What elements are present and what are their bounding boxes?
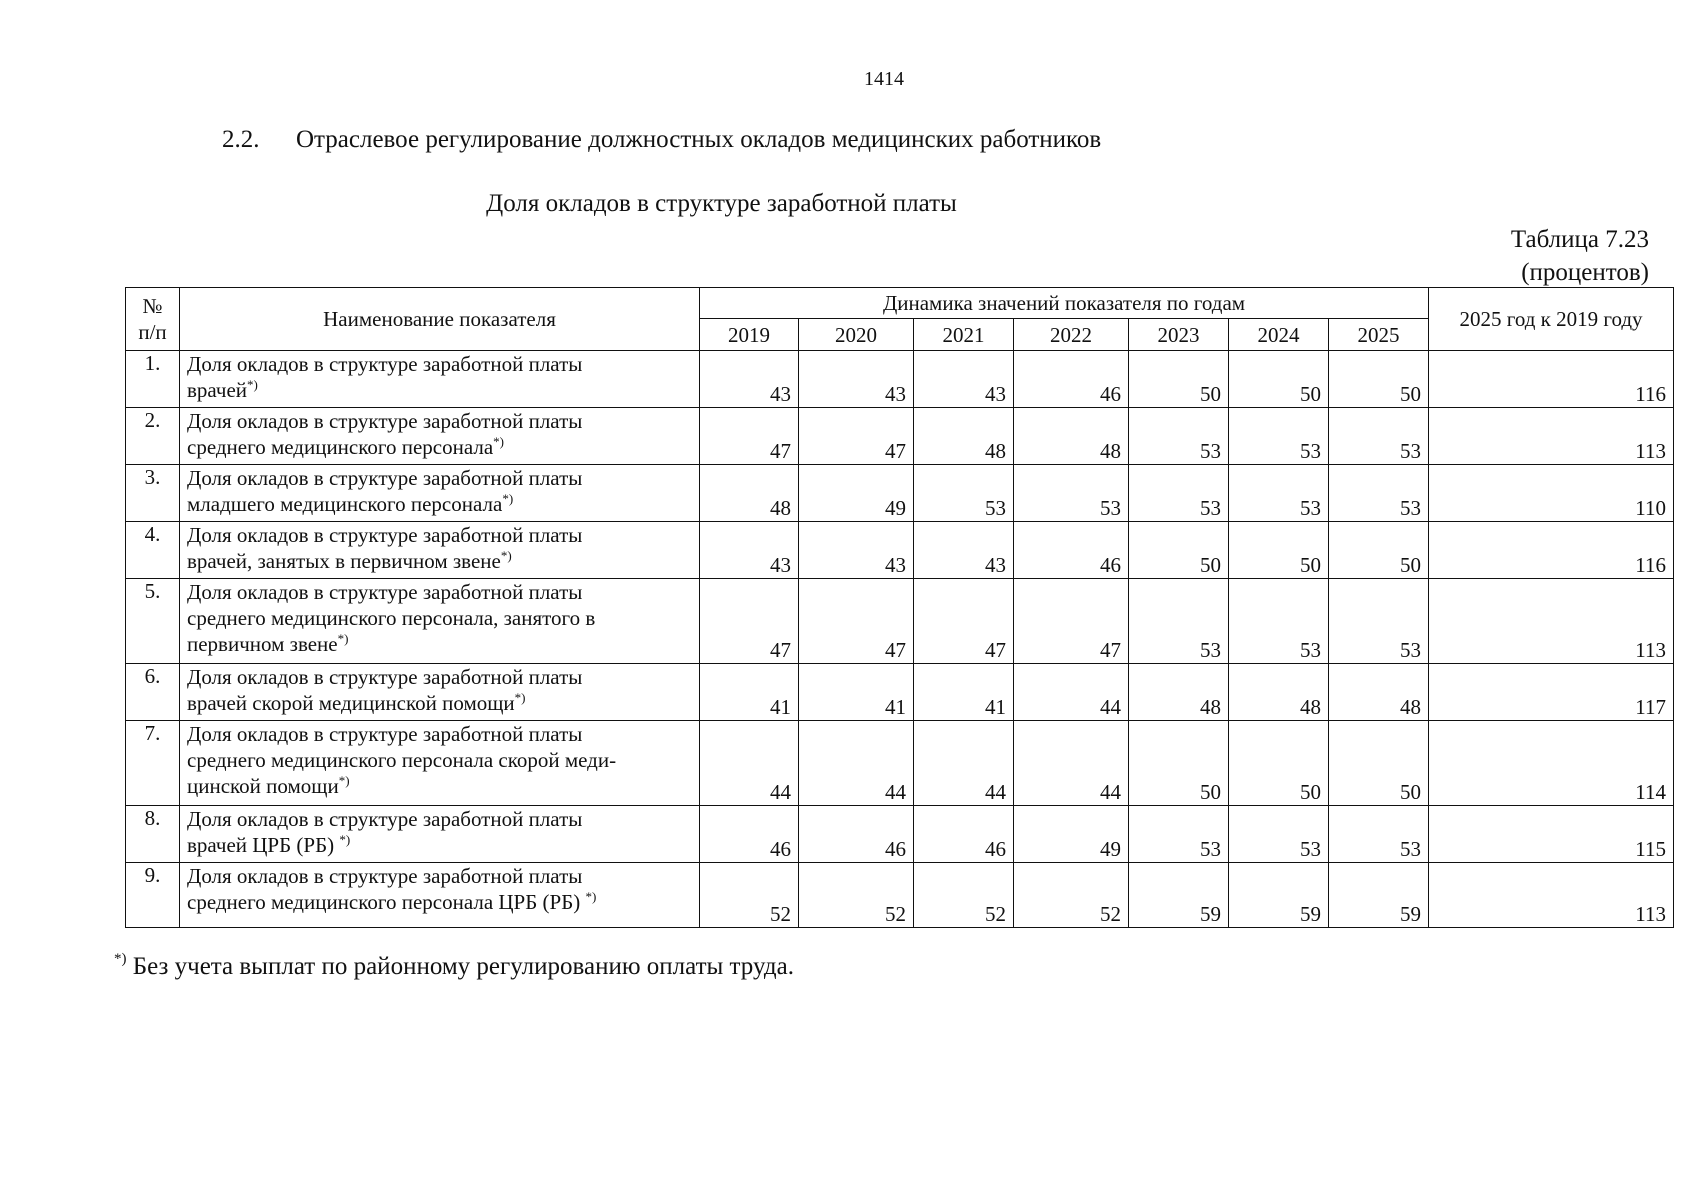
year-value: 48	[1329, 664, 1429, 721]
year-value: 50	[1329, 351, 1429, 408]
row-indicator-name	[180, 351, 700, 408]
header-year: 2022	[1014, 319, 1129, 351]
row-number: 9.	[126, 863, 180, 928]
year-value: 53	[1129, 579, 1229, 664]
year-value: 48	[1229, 664, 1329, 721]
row-indicator-name	[180, 664, 700, 721]
year-value: 46	[1014, 351, 1129, 408]
indicator-name-text: Доля окладов в структуре заработной платы	[187, 807, 583, 831]
indicator-name-line	[187, 832, 692, 858]
year-value: 46	[914, 806, 1014, 863]
indicator-name-text: врачей, занятых в первичном звене	[187, 549, 501, 573]
table-row	[126, 465, 1674, 522]
row-number: 5.	[126, 579, 180, 664]
indicator-name-text: Доля окладов в структуре заработной платы	[187, 466, 583, 490]
year-value: 53	[1229, 806, 1329, 863]
year-value: 49	[799, 465, 914, 522]
header-dynamics: Динамика значений показателя по годам	[700, 288, 1429, 319]
year-value: 44	[1014, 721, 1129, 806]
year-value: 50	[1129, 522, 1229, 579]
section-heading	[222, 126, 1101, 154]
year-value: 53	[1129, 806, 1229, 863]
year-value: 46	[1014, 522, 1129, 579]
table-row	[126, 522, 1674, 579]
indicator-name-text: среднего медицинского персонала ЦРБ (РБ)	[187, 890, 586, 914]
indicator-name-line	[187, 351, 692, 377]
year-value: 50	[1129, 721, 1229, 806]
section-number: 2.2.	[222, 126, 260, 153]
indicator-name-line	[187, 664, 692, 690]
footnote-text: Без учета выплат по районному регулированию оплаты труда.	[132, 953, 794, 980]
year-value: 50	[1329, 721, 1429, 806]
indicator-name-text: Доля окладов в структуре заработной платы	[187, 722, 583, 746]
footnote-reference: *)	[514, 690, 526, 705]
year-value: 53	[1329, 579, 1429, 664]
year-value: 47	[1014, 579, 1129, 664]
year-value: 50	[1229, 351, 1329, 408]
indicator-name-text: Доля окладов в структуре заработной платы	[187, 864, 583, 888]
year-value: 46	[700, 806, 799, 863]
header-year: 2024	[1229, 319, 1329, 351]
footnote-reference: *)	[339, 832, 351, 847]
table-units: (процентов)	[1521, 259, 1649, 286]
indicator-name-line	[187, 721, 692, 747]
header-year: 2025	[1329, 319, 1429, 351]
ratio-value: 116	[1429, 351, 1674, 408]
table-row	[126, 806, 1674, 863]
indicator-name-line	[187, 690, 692, 716]
table-caption	[1511, 223, 1649, 289]
year-value: 44	[1014, 664, 1129, 721]
indicator-name-text: врачей	[187, 378, 248, 402]
indicator-name-text: Доля окладов в структуре заработной платы	[187, 665, 583, 689]
year-value: 53	[1329, 465, 1429, 522]
year-value: 44	[914, 721, 1014, 806]
header-ratio: 2025 год к 2019 году	[1429, 288, 1674, 351]
footnote-reference: *)	[500, 548, 512, 563]
header-year: 2019	[700, 319, 799, 351]
indicator-name-text: Доля окладов в структуре заработной платы	[187, 580, 583, 604]
footnote-reference: *)	[338, 773, 350, 788]
footnote-reference: *)	[493, 434, 504, 449]
indicator-name-line	[187, 434, 692, 460]
year-value: 44	[700, 721, 799, 806]
year-value: 43	[700, 351, 799, 408]
header-year: 2021	[914, 319, 1014, 351]
row-indicator-name	[180, 806, 700, 863]
indicator-name-line	[187, 605, 692, 631]
footnote-reference: *)	[247, 377, 258, 392]
indicator-name-line	[187, 408, 692, 434]
footnote-reference: *)	[502, 491, 514, 506]
indicator-name-text: среднего медицинского персонала	[187, 435, 494, 459]
row-number: 8.	[126, 806, 180, 863]
year-value: 47	[799, 579, 914, 664]
indicator-name-text: младшего медицинского персонала	[187, 492, 503, 516]
indicator-name-line	[187, 491, 692, 517]
table-row	[126, 721, 1674, 806]
table-row	[126, 408, 1674, 465]
year-value: 53	[1229, 408, 1329, 465]
row-indicator-name	[180, 465, 700, 522]
year-value: 50	[1129, 351, 1229, 408]
footnote-reference: *)	[337, 631, 349, 646]
row-number: 3.	[126, 465, 180, 522]
indicator-name-text: цинской помощи	[187, 774, 339, 798]
year-value: 53	[1129, 465, 1229, 522]
year-value: 53	[1329, 806, 1429, 863]
year-value: 47	[799, 408, 914, 465]
year-value: 50	[1229, 721, 1329, 806]
ratio-value: 115	[1429, 806, 1674, 863]
ratio-value: 110	[1429, 465, 1674, 522]
indicator-name-text: среднего медицинского персонала, занятого в	[187, 606, 596, 630]
year-value: 49	[1014, 806, 1129, 863]
year-value: 41	[700, 664, 799, 721]
ratio-value: 114	[1429, 721, 1674, 806]
header-num-line1: №	[142, 294, 163, 318]
row-indicator-name	[180, 721, 700, 806]
footnote	[114, 953, 794, 981]
indicator-name-line	[187, 548, 692, 574]
indicator-name-text: врачей ЦРБ (РБ)	[187, 833, 340, 857]
footnote-mark: *)	[114, 951, 127, 967]
year-value: 43	[914, 522, 1014, 579]
year-value: 41	[914, 664, 1014, 721]
section-title: Отраслевое регулирование должностных окладов медицинских работников	[296, 126, 1102, 153]
year-value: 47	[914, 579, 1014, 664]
footnote-reference: *)	[585, 889, 597, 904]
row-number: 6.	[126, 664, 180, 721]
year-value: 47	[700, 579, 799, 664]
indicator-name-line	[187, 889, 692, 915]
ratio-value: 113	[1429, 408, 1674, 465]
year-value: 41	[799, 664, 914, 721]
year-value: 43	[700, 522, 799, 579]
year-value: 50	[1229, 522, 1329, 579]
year-value: 53	[914, 465, 1014, 522]
table-row	[126, 579, 1674, 664]
indicator-name-line	[187, 579, 692, 605]
year-value: 50	[1329, 522, 1429, 579]
header-name: Наименование показателя	[180, 288, 700, 351]
row-indicator-name	[180, 579, 700, 664]
year-value: 53	[1229, 465, 1329, 522]
year-value: 53	[1329, 408, 1429, 465]
page-number: 1414	[864, 68, 904, 90]
year-value: 52	[1014, 863, 1129, 928]
year-value: 46	[799, 806, 914, 863]
year-value: 48	[700, 465, 799, 522]
indicator-name-text: Доля окладов в структуре заработной платы	[187, 409, 583, 433]
table-row	[126, 664, 1674, 721]
year-value: 52	[700, 863, 799, 928]
row-indicator-name	[180, 408, 700, 465]
year-value: 52	[914, 863, 1014, 928]
table-row	[126, 351, 1674, 408]
data-table	[125, 287, 1674, 928]
indicator-name-line	[187, 747, 692, 773]
row-indicator-name	[180, 522, 700, 579]
year-value: 53	[1229, 579, 1329, 664]
year-value: 59	[1229, 863, 1329, 928]
table-subtitle: Доля окладов в структуре заработной платы	[486, 190, 957, 217]
indicator-name-text: Доля окладов в структуре заработной платы	[187, 352, 583, 376]
header-num-line2: п/п	[138, 320, 167, 344]
ratio-value: 116	[1429, 522, 1674, 579]
indicator-name-line	[187, 631, 692, 657]
year-value: 43	[799, 522, 914, 579]
year-value: 53	[1014, 465, 1129, 522]
year-value: 52	[799, 863, 914, 928]
year-value: 48	[1129, 664, 1229, 721]
row-number: 4.	[126, 522, 180, 579]
year-value: 48	[914, 408, 1014, 465]
row-indicator-name	[180, 863, 700, 928]
indicator-name-line	[187, 522, 692, 548]
year-value: 44	[799, 721, 914, 806]
year-value: 48	[1014, 408, 1129, 465]
indicator-name-text: первичном звене	[187, 632, 338, 656]
year-value: 53	[1129, 408, 1229, 465]
indicator-name-text: врачей скорой медицинской помощи	[187, 691, 515, 715]
indicator-name-line	[187, 806, 692, 832]
year-value: 43	[914, 351, 1014, 408]
ratio-value: 117	[1429, 664, 1674, 721]
row-number: 2.	[126, 408, 180, 465]
header-year: 2023	[1129, 319, 1229, 351]
row-number: 1.	[126, 351, 180, 408]
table-label: Таблица 7.23	[1510, 226, 1649, 253]
header-num	[126, 288, 180, 351]
ratio-value: 113	[1429, 863, 1674, 928]
row-number: 7.	[126, 721, 180, 806]
header-year: 2020	[799, 319, 914, 351]
indicator-name-line	[187, 465, 692, 491]
table-row	[126, 863, 1674, 928]
indicator-name-text: Доля окладов в структуре заработной платы	[187, 523, 583, 547]
indicator-name-line	[187, 377, 692, 403]
year-value: 59	[1329, 863, 1429, 928]
year-value: 43	[799, 351, 914, 408]
indicator-name-line	[187, 773, 692, 799]
year-value: 47	[700, 408, 799, 465]
indicator-name-line	[187, 863, 692, 889]
year-value: 59	[1129, 863, 1229, 928]
indicator-name-text: среднего медицинского персонала скорой меди-	[187, 748, 617, 772]
ratio-value: 113	[1429, 579, 1674, 664]
